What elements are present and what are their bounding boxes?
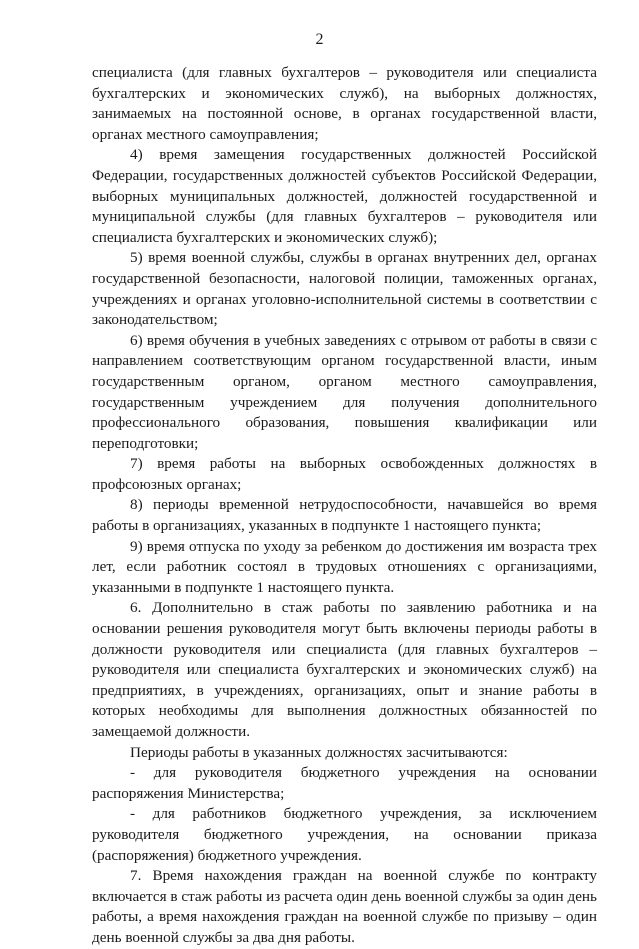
- paragraph-bullet-staff: - для работников бюджетного учреждения, за исключением руководителя бюджетного учреждения, на основании приказа (распоряжения) бюджетного учреждения.: [92, 805, 597, 864]
- paragraph-bullet-head: - для руководителя бюджетного учреждения на основании распоряжения Министерства;: [92, 764, 597, 802]
- page-number: 2: [315, 31, 324, 48]
- paragraph-item-6: 6) время обучения в учебных заведениях с отрывом от работы в связи с направлением соответствующим органом государственной власти, иным государственным органом, органом местного самоуправления, государственным учреждением для получения дополнительного профессионального образования, повышения квалификации или переподготовки;: [92, 331, 597, 452]
- paragraph-section-6: 6. Дополнительно в стаж работы по заявлению работника и на основании решения руководителя могут быть включены периоды работы в должности руководителя или специалиста (для главных бухгалтеров – руководителя или специалиста бухгалтерских и экономических служб) на предприятиях, в учреждениях, организациях, опыт и знание работы в которых необходимы для выполнения должностных обязанностей по замещаемой должности.: [92, 599, 597, 740]
- paragraph-periods-intro: Периоды работы в указанных должностях засчитываются:: [130, 743, 508, 761]
- paragraph-section-7: 7. Время нахождения граждан на военной службе по контракту включается в стаж работы из расчета один день военной службы за один день работы, а время нахождения граждан на военной службе по призыву – один день военной службы за два дня работы.: [92, 867, 597, 946]
- paragraph-item-8: 8) периоды временной нетрудоспособности, начавшейся во время работы в организациях, указанных в подпункте 1 настоящего пункта;: [92, 496, 597, 535]
- paragraph-item-7: 7) время работы на выборных освобожденных должностях в профсоюзных органах;: [92, 455, 597, 493]
- paragraph-item-5: 5) время военной службы, службы в органах внутренних дел, органах государственной безопасности, налоговой полиции, таможенных органах, учреждениях и органах уголовно-исполнительной системы в соответствии с законодательством;: [92, 249, 597, 329]
- paragraph-item-4: 4) время замещения государственных должностей Российской Федерации, государственных должностей субъектов Российской Федерации, выборных муниципальных должностей, должностей государственной и муниципальной службы (для главных бухгалтеров – руководителя или специалиста бухгалтерских и экономических служб);: [92, 146, 597, 246]
- paragraph-continuation: специалиста (для главных бухгалтеров – руководителя или специалиста бухгалтерских и экономических служб), на выборных должностях, занимаемых на постоянной основе, в органах государственной власти, органах местного самоуправления;: [92, 64, 597, 143]
- document-body: [92, 63, 597, 949]
- paragraph-item-9: 9) время отпуска по уходу за ребенком до достижения им возраста трех лет, если работник состоял в трудовых отношениях с организациями, указанными в подпункте 1 настоящего пункта.: [92, 537, 597, 596]
